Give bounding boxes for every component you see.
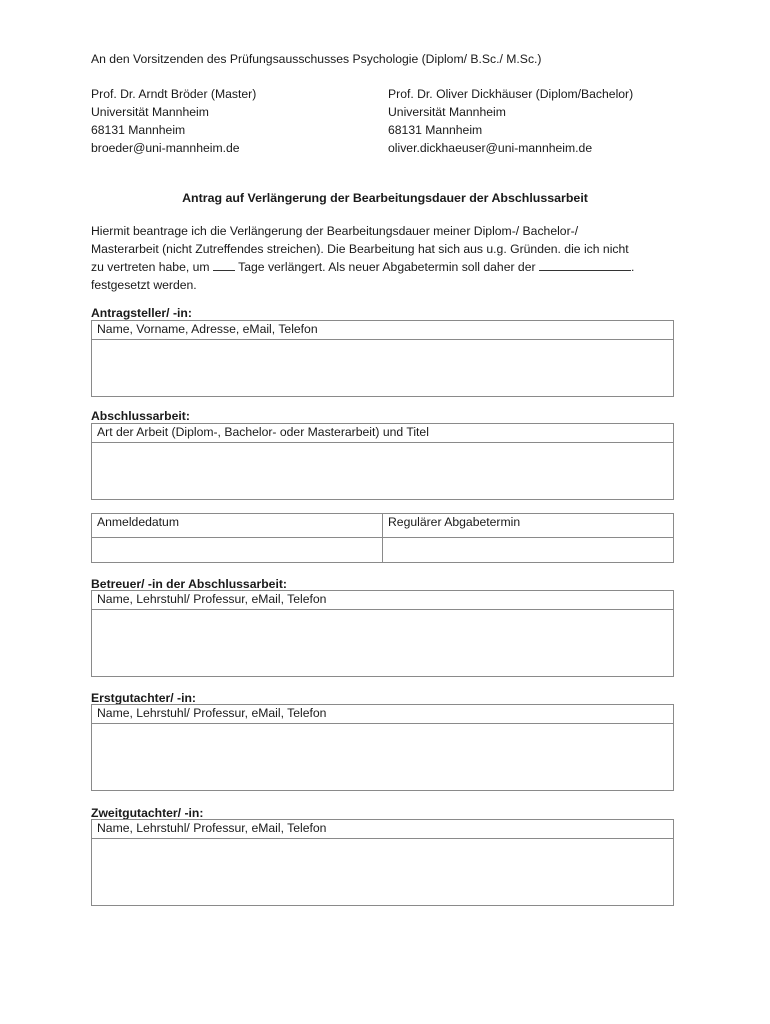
second-reviewer-field-header: Name, Lehrstuhl/ Professur, eMail, Telefon [92, 820, 673, 839]
contact-institution: Universität Mannheim [91, 105, 209, 119]
days-blank-field[interactable] [213, 258, 235, 271]
registration-date-header [92, 514, 383, 538]
paragraph-text: Tage verlängert. Als neuer Abgabetermin soll daher der [238, 260, 536, 274]
supervisor-label: Betreuer/ -in der Abschlussarbeit: [91, 577, 287, 591]
applicant-field-header: Name, Vorname, Adresse, eMail, Telefon [92, 321, 673, 340]
contact-institution: Universität Mannheim [388, 105, 506, 119]
registration-date-field[interactable] [92, 538, 383, 562]
contact-name: Prof. Dr. Oliver Dickhäuser (Diplom/Bachelor) [388, 87, 634, 101]
thesis-field[interactable] [91, 423, 674, 500]
applicant-field[interactable] [91, 320, 674, 397]
request-paragraph [91, 222, 634, 294]
contact-email: broeder@uni-mannheim.de [91, 141, 240, 155]
contact-city: 68131 Mannheim [388, 123, 483, 137]
first-reviewer-field-header: Name, Lehrstuhl/ Professur, eMail, Telefon [92, 705, 673, 724]
contact-right [388, 85, 633, 157]
contact-city: 68131 Mannheim [91, 123, 186, 137]
thesis-label: Abschlussarbeit: [91, 409, 190, 423]
regular-deadline-label: Regulärer Abgabetermin [388, 515, 521, 529]
supervisor-field-header: Name, Lehrstuhl/ Professur, eMail, Telefon [92, 591, 673, 610]
paragraph-line: Hiermit beantrage ich die Verlängerung der Bearbeitungsdauer meiner Diplom-/ Bachelor-/ [91, 224, 579, 238]
first-reviewer-label: Erstgutachter/ -in: [91, 691, 196, 705]
new-deadline-blank-field[interactable] [539, 258, 631, 271]
paragraph-text: zu vertreten habe, um [91, 260, 210, 274]
second-reviewer-field[interactable] [91, 819, 674, 906]
paragraph-line-3 [91, 258, 634, 276]
supervisor-field[interactable] [91, 590, 674, 677]
registration-date-label: Anmeldedatum [97, 515, 179, 529]
contact-left [91, 85, 256, 157]
paragraph-text: . [630, 260, 635, 274]
recipient-line: An den Vorsitzenden des Prüfungsausschusses Psychologie (Diplom/ B.Sc./ M.Sc.) [91, 52, 542, 66]
regular-deadline-header [383, 514, 673, 538]
document-title: Antrag auf Verlängerung der Bearbeitungsdauer der Abschlussarbeit [182, 191, 588, 205]
thesis-field-header: Art der Arbeit (Diplom-, Bachelor- oder Masterarbeit) und Titel [92, 424, 673, 443]
applicant-label: Antragsteller/ -in: [91, 306, 192, 320]
dates-table [91, 513, 674, 563]
contact-email: oliver.dickhaeuser@uni-mannheim.de [388, 141, 593, 155]
paragraph-line: Masterarbeit (nicht Zutreffendes streichen). Die Bearbeitung hat sich aus u.g. Gründen. die ich nicht [91, 242, 629, 256]
paragraph-line: festgesetzt werden. [91, 278, 197, 292]
regular-deadline-field[interactable] [383, 538, 673, 562]
second-reviewer-label: Zweitgutachter/ -in: [91, 806, 204, 820]
first-reviewer-field[interactable] [91, 704, 674, 791]
contact-name: Prof. Dr. Arndt Bröder (Master) [91, 87, 257, 101]
